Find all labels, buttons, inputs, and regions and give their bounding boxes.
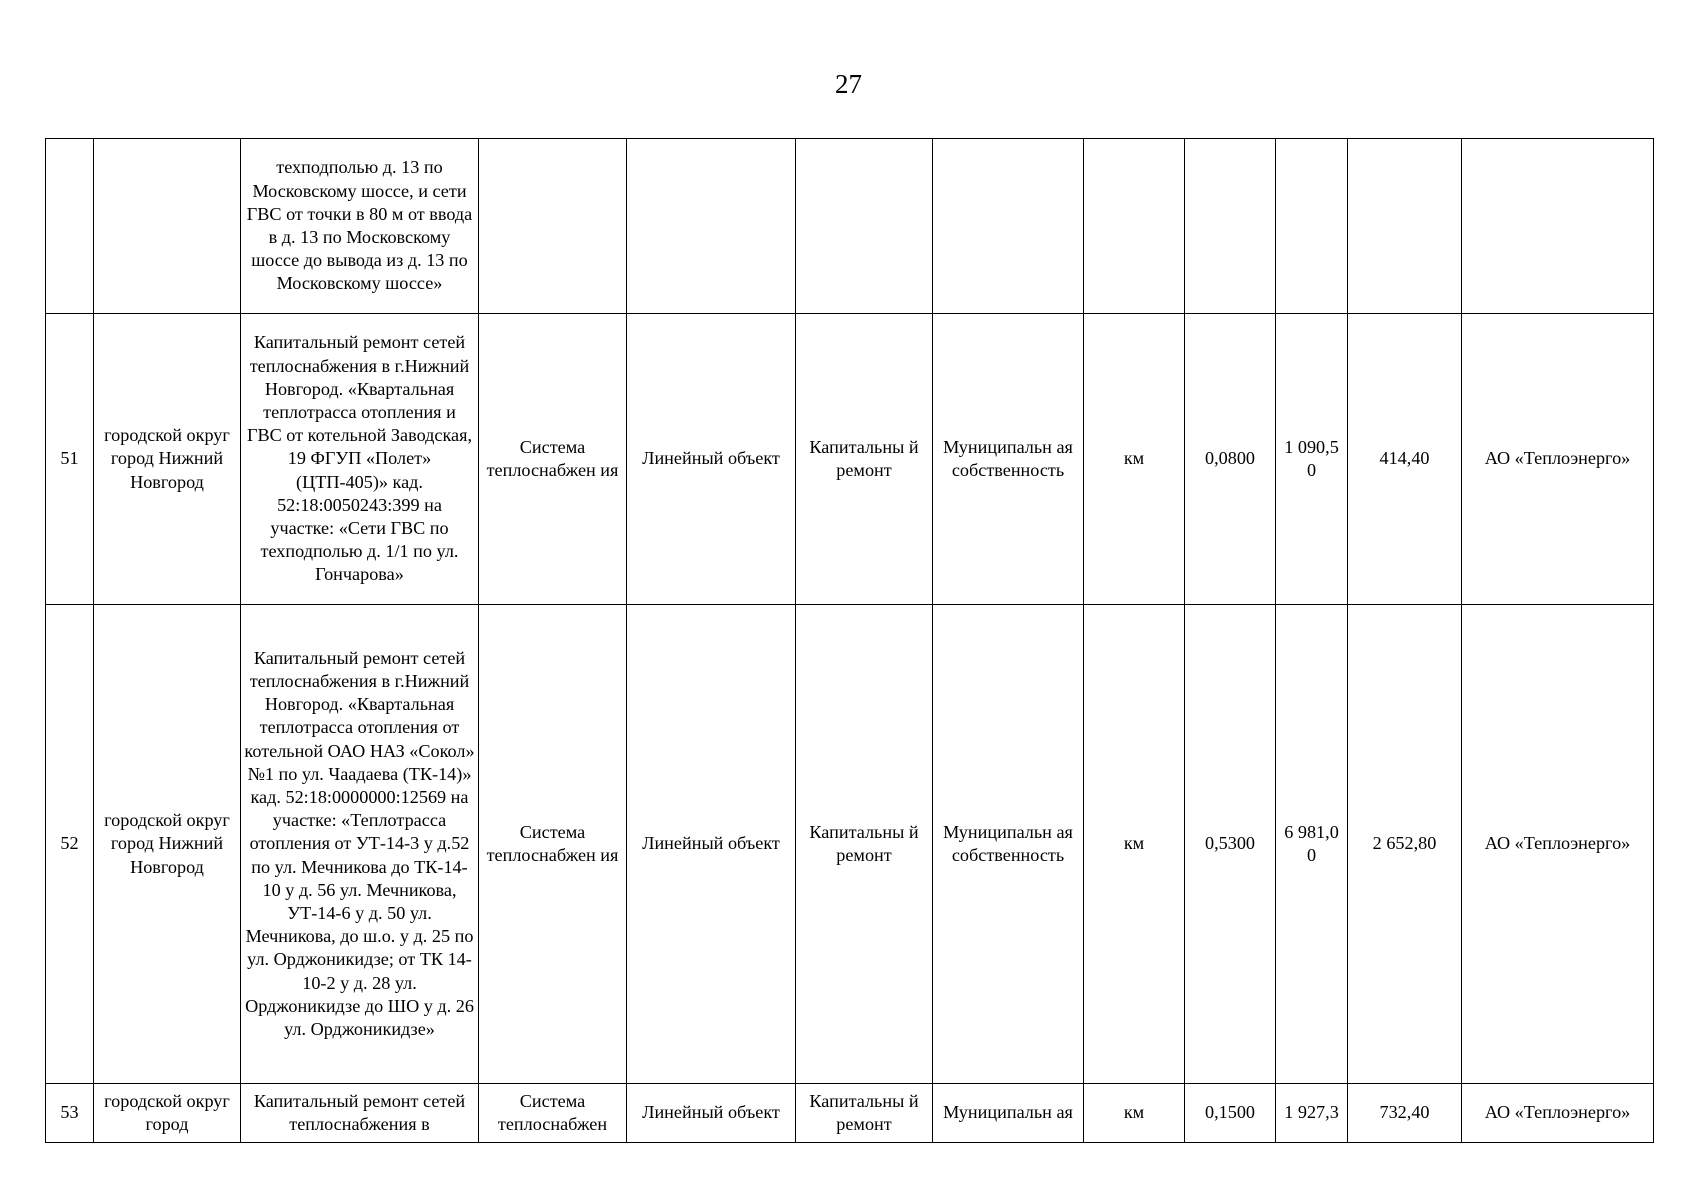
unit-cell — [1084, 139, 1185, 314]
work-type-cell: Капитальны й ремонт — [796, 605, 933, 1084]
operator-cell — [1462, 139, 1654, 314]
value2-cell — [1348, 139, 1462, 314]
system-cell: Система теплоснабжен ия — [479, 314, 627, 605]
work-type-cell: Капитальны й ремонт — [796, 1084, 933, 1143]
description-cell: техподполью д. 13 по Московскому шоссе, и сети ГВС от точки в 80 м от ввода в д. 13 по Московскому шоссе до вывода из д. 13 по Московскому шоссе» — [241, 139, 479, 314]
ownership-cell: Муниципальн ая собственность — [933, 605, 1084, 1084]
ownership-cell — [933, 139, 1084, 314]
table-row — [46, 314, 1654, 605]
unit-cell: км — [1084, 1084, 1185, 1143]
value1-cell: 1 927,3 — [1276, 1084, 1348, 1143]
row-number-cell — [46, 139, 94, 314]
description-cell: Капитальный ремонт сетей теплоснабжения в — [241, 1084, 479, 1143]
table-row — [46, 139, 1654, 314]
value2-cell: 2 652,80 — [1348, 605, 1462, 1084]
operator-cell: АО «Теплоэнерго» — [1462, 1084, 1654, 1143]
unit-cell: км — [1084, 314, 1185, 605]
works-table — [45, 138, 1654, 1143]
row-number-cell: 53 — [46, 1084, 94, 1143]
system-cell: Система теплоснабжен — [479, 1084, 627, 1143]
quantity-cell: 0,1500 — [1185, 1084, 1276, 1143]
quantity-cell: 0,0800 — [1185, 314, 1276, 605]
district-cell — [94, 139, 241, 314]
ownership-cell: Муниципальн ая — [933, 1084, 1084, 1143]
value2-cell: 732,40 — [1348, 1084, 1462, 1143]
work-type-cell — [796, 139, 933, 314]
value1-cell: 1 090,5 0 — [1276, 314, 1348, 605]
table-row — [46, 605, 1654, 1084]
table-row — [46, 1084, 1654, 1143]
description-cell: Капитальный ремонт сетей теплоснабжения в г.Нижний Новгород. «Квартальная теплотрасса отопления и ГВС от котельной Заводская, 19 ФГУП «Полет» (ЦТП-405)» кад. 52:18:0050243:399 на участке: «Сети ГВС по техподполью д. 1/1 по ул. Гончарова» — [241, 314, 479, 605]
value1-cell — [1276, 139, 1348, 314]
quantity-cell — [1185, 139, 1276, 314]
system-cell — [479, 139, 627, 314]
description-cell: Капитальный ремонт сетей теплоснабжения в г.Нижний Новгород. «Квартальная теплотрасса отопления от котельной ОАО НАЗ «Сокол» №1 по ул. Чаадаева (ТК-14)» кад. 52:18:0000000:12569 на участке: «Теплотрасса отопления от УТ-14-3 у д.52 по ул. Мечникова до ТК-14-10 у д. 56 ул. Мечникова, УТ-14-6 у д. 50 ул. Мечникова, до ш.о. у д. 25 по ул. Орджоникидзе; от ТК 14-10-2 у д. 28 ул. Орджоникидзе до ШО у д. 26 ул. Орджоникидзе» — [241, 605, 479, 1084]
operator-cell: АО «Теплоэнерго» — [1462, 314, 1654, 605]
value1-cell: 6 981,0 0 — [1276, 605, 1348, 1084]
object-type-cell: Линейный объект — [627, 314, 796, 605]
system-cell: Система теплоснабжен ия — [479, 605, 627, 1084]
operator-cell: АО «Теплоэнерго» — [1462, 605, 1654, 1084]
district-cell: городской округ город Нижний Новгород — [94, 314, 241, 605]
value2-cell: 414,40 — [1348, 314, 1462, 605]
object-type-cell — [627, 139, 796, 314]
district-cell: городской округ город — [94, 1084, 241, 1143]
ownership-cell: Муниципальн ая собственность — [933, 314, 1084, 605]
district-cell: городской округ город Нижний Новгород — [94, 605, 241, 1084]
row-number-cell: 51 — [46, 314, 94, 605]
object-type-cell: Линейный объект — [627, 605, 796, 1084]
work-type-cell: Капитальны й ремонт — [796, 314, 933, 605]
row-number-cell: 52 — [46, 605, 94, 1084]
unit-cell: км — [1084, 605, 1185, 1084]
page-number: 27 — [835, 69, 862, 99]
object-type-cell: Линейный объект — [627, 1084, 796, 1143]
quantity-cell: 0,5300 — [1185, 605, 1276, 1084]
